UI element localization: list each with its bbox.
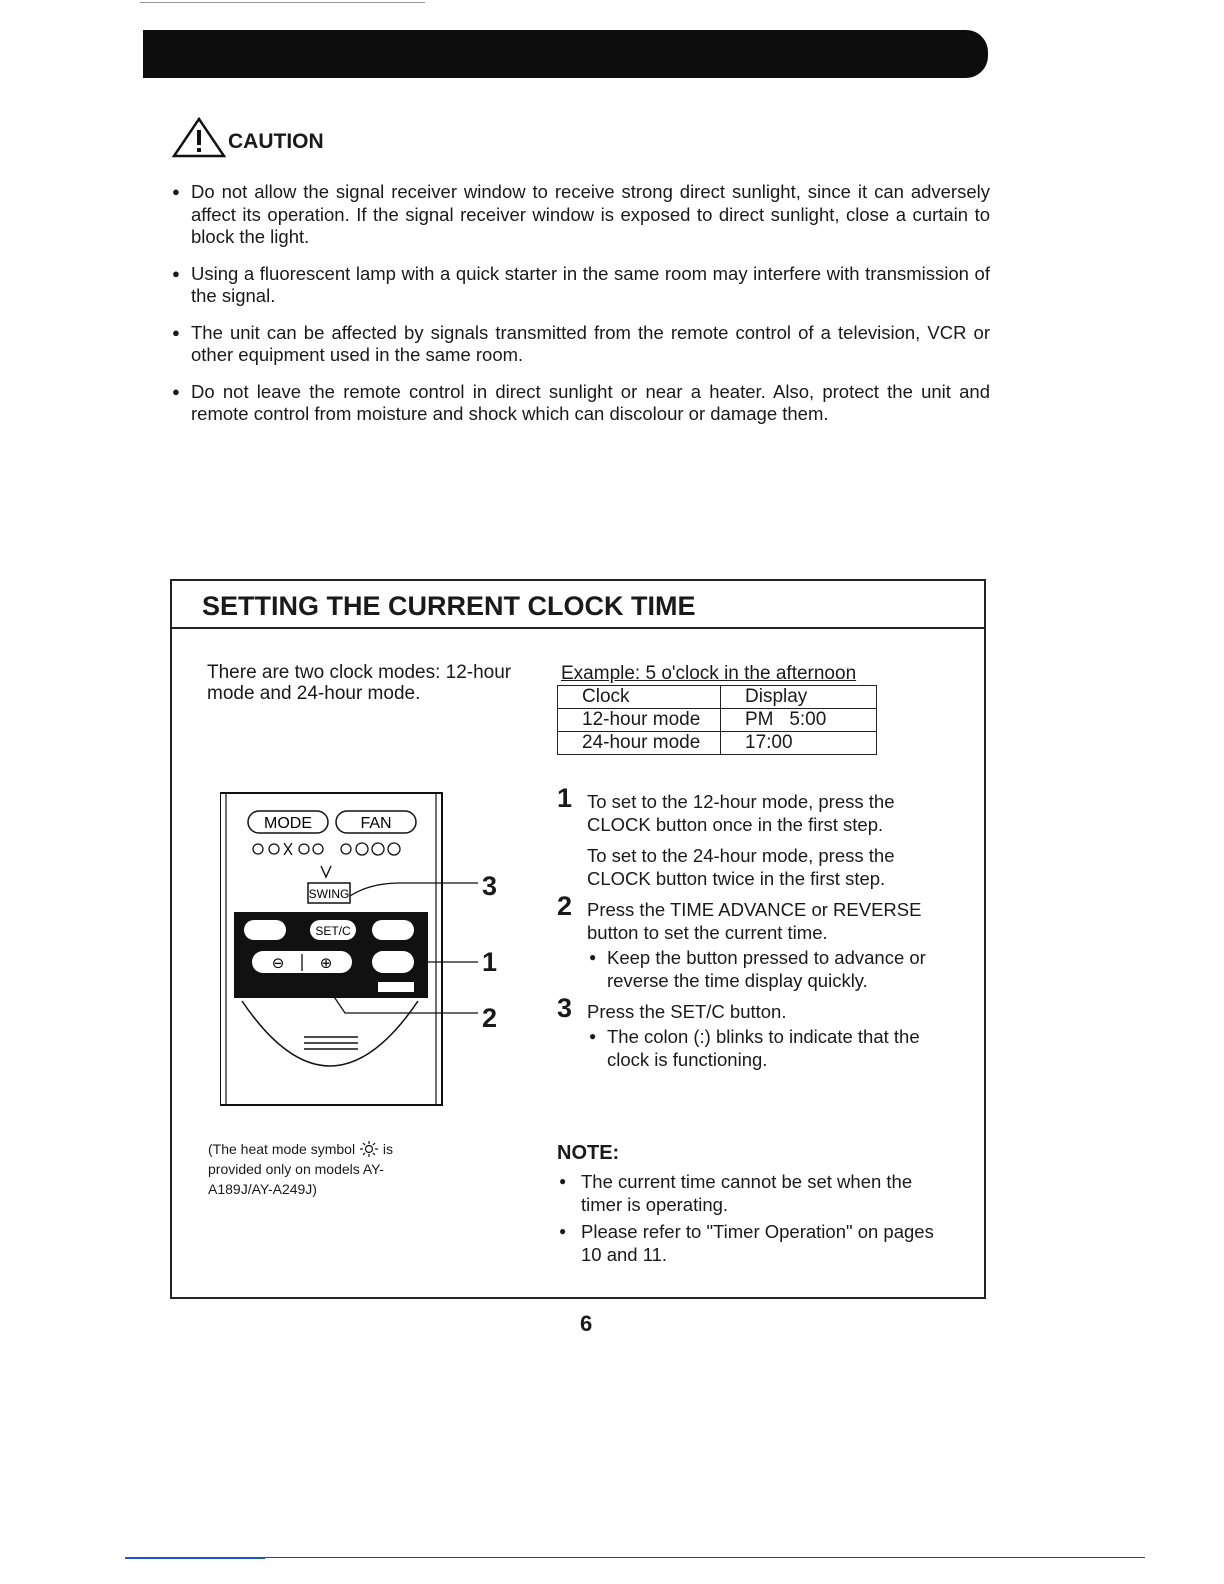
callout-label: 3 <box>482 871 498 901</box>
step-number: 2 <box>557 891 573 921</box>
table-cell: 24-hour mode <box>558 732 721 755</box>
note-list <box>557 1170 949 1270</box>
caution-title: CAUTION <box>228 130 324 153</box>
step-subitem: ● Keep the button pressed to advance or reverse the time display quickly. <box>587 946 949 992</box>
sun-icon <box>359 1141 379 1157</box>
caution-list <box>172 181 990 440</box>
heat-mode-footnote <box>208 1139 448 1199</box>
step-item <box>557 783 949 890</box>
table-row <box>558 732 877 755</box>
header-bar <box>143 30 988 78</box>
clock-section <box>170 579 986 1299</box>
caution-item: ● The unit can be affected by signals transmitted from the remote control of a television, VCR or other equipment used in the same room. <box>172 322 990 367</box>
note-item: ● The current time cannot be set when the timer is operating. <box>557 1170 949 1216</box>
step-text: Press the TIME ADVANCE or REVERSE button to set the current time. <box>587 899 922 943</box>
step-number: 3 <box>557 993 573 1023</box>
mode-button <box>248 811 328 833</box>
reverse-icon: ⊖ <box>271 954 285 972</box>
caution-item: ● Do not allow the signal receiver window to receive strong direct sunlight, since it can adversely affect its operation. If the signal receiver window is exposed to direct sunlight, close a curtain to block the light. <box>172 181 990 249</box>
fan-button <box>336 811 416 833</box>
footnote-text-end: is provided only on models AY-A189J/AY-A249J) <box>208 1141 393 1197</box>
timer-off-button <box>372 920 414 940</box>
remote-control-illustration <box>220 791 525 1106</box>
section-title-row <box>172 581 984 629</box>
example-caption: Example: 5 o'clock in the afternoon <box>561 663 857 684</box>
step-subitem: ● The colon (:) blinks to indicate that the clock is functioning. <box>587 1025 949 1071</box>
caution-item: ● Using a fluorescent lamp with a quick starter in the same room may interfere with transmission of the signal. <box>172 263 990 308</box>
bottom-link-line <box>125 1557 265 1559</box>
advance-icon: ⊕ <box>319 954 333 972</box>
timer-on-button <box>244 920 286 940</box>
swing-button-label: SWING <box>308 887 350 901</box>
reset-button <box>378 982 414 992</box>
table-header: Display <box>721 686 877 709</box>
step-text: To set to the 24-hour mode, press the CLOCK button twice in the first step. <box>587 845 895 889</box>
table-row <box>558 709 877 732</box>
step-item <box>557 993 949 1071</box>
step-item <box>557 891 949 992</box>
table-cell: 12-hour mode <box>558 709 721 732</box>
set-c-button <box>310 920 356 940</box>
bottom-rule <box>125 1557 1145 1558</box>
footnote-text-start: (The heat mode symbol <box>208 1141 356 1157</box>
step-number: 1 <box>557 783 573 813</box>
table-cell: PM 5:00 <box>721 709 877 732</box>
set-c-button-label: SET/C <box>315 924 351 938</box>
clock-button <box>372 951 414 973</box>
callout-label: 1 <box>482 947 498 977</box>
section-title: SETTING THE CURRENT CLOCK TIME <box>202 591 696 621</box>
clock-mode-table <box>557 685 877 755</box>
step-text: Press the SET/C button. <box>587 1001 787 1022</box>
table-cell: 17:00 <box>721 732 877 755</box>
table-header: Clock <box>558 686 721 709</box>
note-item: ● Please refer to "Timer Operation" on pages 10 and 11. <box>557 1220 949 1266</box>
intro-text: There are two clock modes: 12-hour mode and 24-hour mode. <box>207 662 512 704</box>
step-text: To set to the 12-hour mode, press the CLOCK button once in the first step. <box>587 791 895 835</box>
warning-triangle-icon <box>172 116 226 158</box>
top-rule <box>140 2 425 3</box>
caution-item: ● Do not leave the remote control in direct sunlight or near a heater. Also, protect the unit and remote control from moisture and shock which can discolour or damage them. <box>172 381 990 426</box>
note-title: NOTE: <box>557 1142 620 1164</box>
table-header-row <box>558 686 877 709</box>
steps-list <box>557 783 949 1079</box>
page-number: 6 <box>580 1311 593 1336</box>
mode-button-label: MODE <box>264 815 312 832</box>
swing-button <box>308 883 350 903</box>
callout-label: 2 <box>482 1003 498 1033</box>
fan-button-label: FAN <box>360 815 392 832</box>
